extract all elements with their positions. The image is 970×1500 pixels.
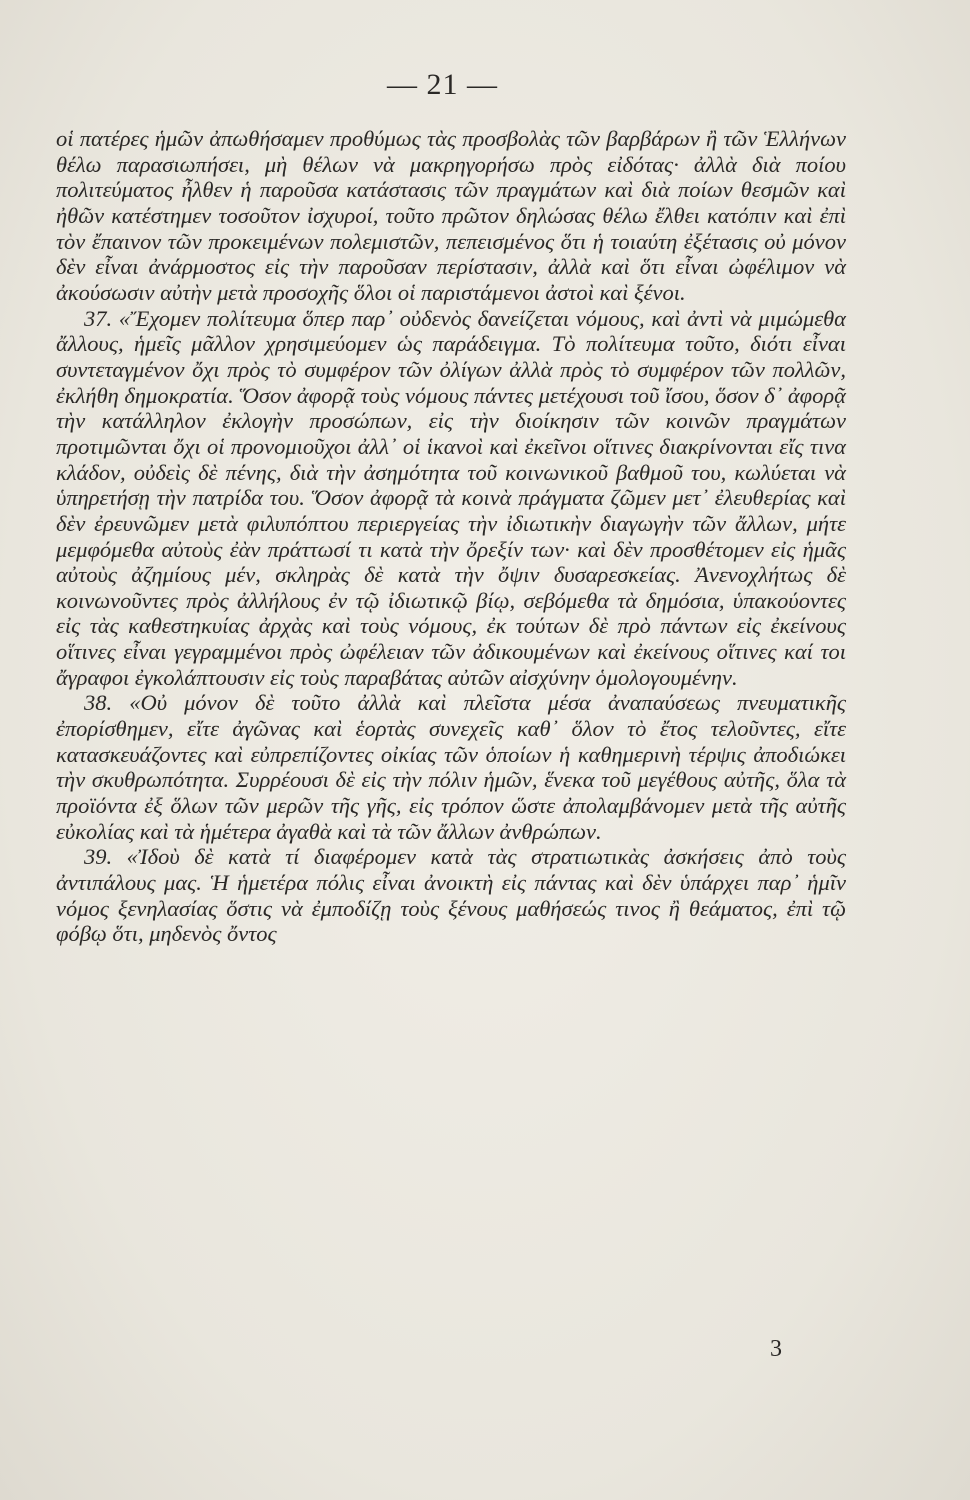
paragraph-39: 39. «Ἰδοὺ δὲ κατὰ τί διαφέρομεν κατὰ τὰς στρατιωτικὰς ἀσκήσεις ἀπὸ τοὺς ἀντιπάλους μας. Ἡ ἡμετέρα πόλις εἶναι ἀνοικτὴ εἰς πάντας καὶ δὲν ὑπάρχει παρ᾽ ἡμῖν νόμος ξενηλασίας ὅστις νὰ ἐμποδίζῃ τοὺς ξένους μαθήσεώς τινος ἢ θεάματος, ἐπὶ τῷ φόβῳ ὅτι, μηδενὸς ὄντος [56,844,846,947]
page-body [56,126,846,947]
paragraph-38: 38. «Οὐ μόνον δὲ τοῦτο ἀλλὰ καὶ πλεῖστα μέσα ἀναπαύσεως πνευματικῆς ἐπορίσθημεν, εἴτε ἀγῶνας καὶ ἑορτὰς συνεχεῖς καθ᾽ ὅλον τὸ ἔτος τελοῦντες, εἴτε κατασκευάζοντες καὶ εὐπρεπίζοντες οἰκίας τῶν ὁποίων ἡ καθημερινὴ τέρψις ἀποδιώκει τὴν σκυθρωπότητα. Συρρέουσι δὲ εἰς τὴν πόλιν ἡμῶν, ἕνεκα τοῦ μεγέθους αὐτῆς, ὅλα τὰ προϊόντα ἐξ ὅλων τῶν μερῶν τῆς γῆς, εἰς τρόπον ὥστε ἀπολαμβάνομεν μετὰ τῆς αὐτῆς εὐκολίας καὶ τὰ ἡμέτερα ἀγαθὰ καὶ τὰ τῶν ἄλλων ἀνθρώπων. [56,690,846,844]
paragraph-37: 37. «Ἔχομεν πολίτευμα ὅπερ παρ᾽ οὐδενὸς δανείζεται νόμους, καὶ ἀντὶ νὰ μιμώμεθα ἄλλους, ἡμεῖς μᾶλλον χρησιμεύομεν ὡς παράδειγμα. Τὸ πολίτευμα τοῦτο, διότι εἶναι συντεταγμένον ὄχι πρὸς τὸ συμφέρον τῶν ὀλίγων ἀλλὰ πρὸς τὸ συμφέρον τῶν πολλῶν, ἐκλήθη δημοκρατία. Ὅσον ἀφορᾷ τοὺς νόμους πάντες μετέχουσι τοῦ ἴσου, ὅσον δ᾽ ἀφορᾷ τὴν κατάλληλον ἐκλογὴν προσώπων, εἰς τὴν διοίκησιν τῶν κοινῶν πραγμάτων προτιμῶνται ὄχι οἱ προνομιοῦχοι ἀλλ᾽ οἱ ἱκανοὶ καὶ ἐκεῖνοι οἵτινες διακρίνονται εἴς τινα κλάδον, οὐδεὶς δὲ πένης, διὰ τὴν ἀσημότητα τοῦ κοινωνικοῦ βαθμοῦ του, κωλύεται νὰ ὑπηρετήσῃ τὴν πατρίδα του. Ὅσον ἀφορᾷ τὰ κοινὰ πράγματα ζῶμεν μετ᾽ ἐλευθερίας καὶ δὲν ἐρευνῶμεν μετὰ φιλυπόπτου περιεργείας τὴν ἰδιωτικὴν διαγωγὴν τῶν ἄλλων, μήτε μεμφόμεθα αὐτοὺς ἐὰν πράττωσί τι κατὰ τὴν ὄρεξίν των· καὶ δὲν προσθέτομεν εἰς ἡμᾶς αὐτοὺς ἀζημίους μέν, σκληρὰς δὲ κατὰ τὴν ὄψιν δυσαρεσκείας. Ἀνενοχλήτως δὲ κοινωνοῦντες πρὸς ἀλλήλους ἐν τῷ ἰδιωτικῷ βίῳ, σεβόμεθα τὰ δημόσια, ὑπακούοντες εἰς τὰς καθεστηκυίας ἀρχὰς καὶ τοὺς νόμους, ἐκ τούτων δὲ πρὸ πάντων εἰς ἐκείνους οἵτινες εἶναι γεγραμμένοι πρὸς ὠφέλειαν τῶν ἀδικουμένων καὶ ἐκείνους οἵτινες καί τοι ἄγραφοι ἐγκολάπτουσιν εἰς τοὺς παραβάτας αὐτῶν αἰσχύνην ὁμολογουμένην. [56,305,846,690]
paragraph-intro: οἱ πατέρες ἡμῶν ἀπωθήσαμεν προθύμως τὰς προσβολὰς τῶν βαρβάρων ἢ τῶν Ἑλλήνων θέλω παρασιωπήσει, μὴ θέλων νὰ μακρηγορήσω πρὸς εἰδότας· ἀλλὰ διὰ ποίου πολιτεύματος ἦλθεν ἡ παροῦσα κατάστασις τῶν πραγμάτων καὶ διὰ ποίων θεσμῶν καὶ ἠθῶν κατέστημεν τοσοῦτον ἰσχυροί, τοῦτο πρῶτον δηλώσας θέλω ἔλθει κατόπιν καὶ ἐπὶ τὸν ἔπαινον τῶν προκειμένων πολεμιστῶν, πεπεισμένος ὅτι ἡ τοιαύτη ἐξέτασις οὐ μόνον δὲν εἶναι ἀνάρμοστος εἰς τὴν παροῦσαν περίστασιν, ἀλλὰ καὶ ὅτι εἶναι ὠφέλιμον νὰ ἀκούσωσιν αὐτὴν μετὰ προσοχῆς ὅλοι οἱ παριστάμενοι ἀστοὶ καὶ ξένοι. [56,126,846,305]
page-number: — 21 — [387,68,498,101]
signature-mark: 3 [770,1336,782,1362]
